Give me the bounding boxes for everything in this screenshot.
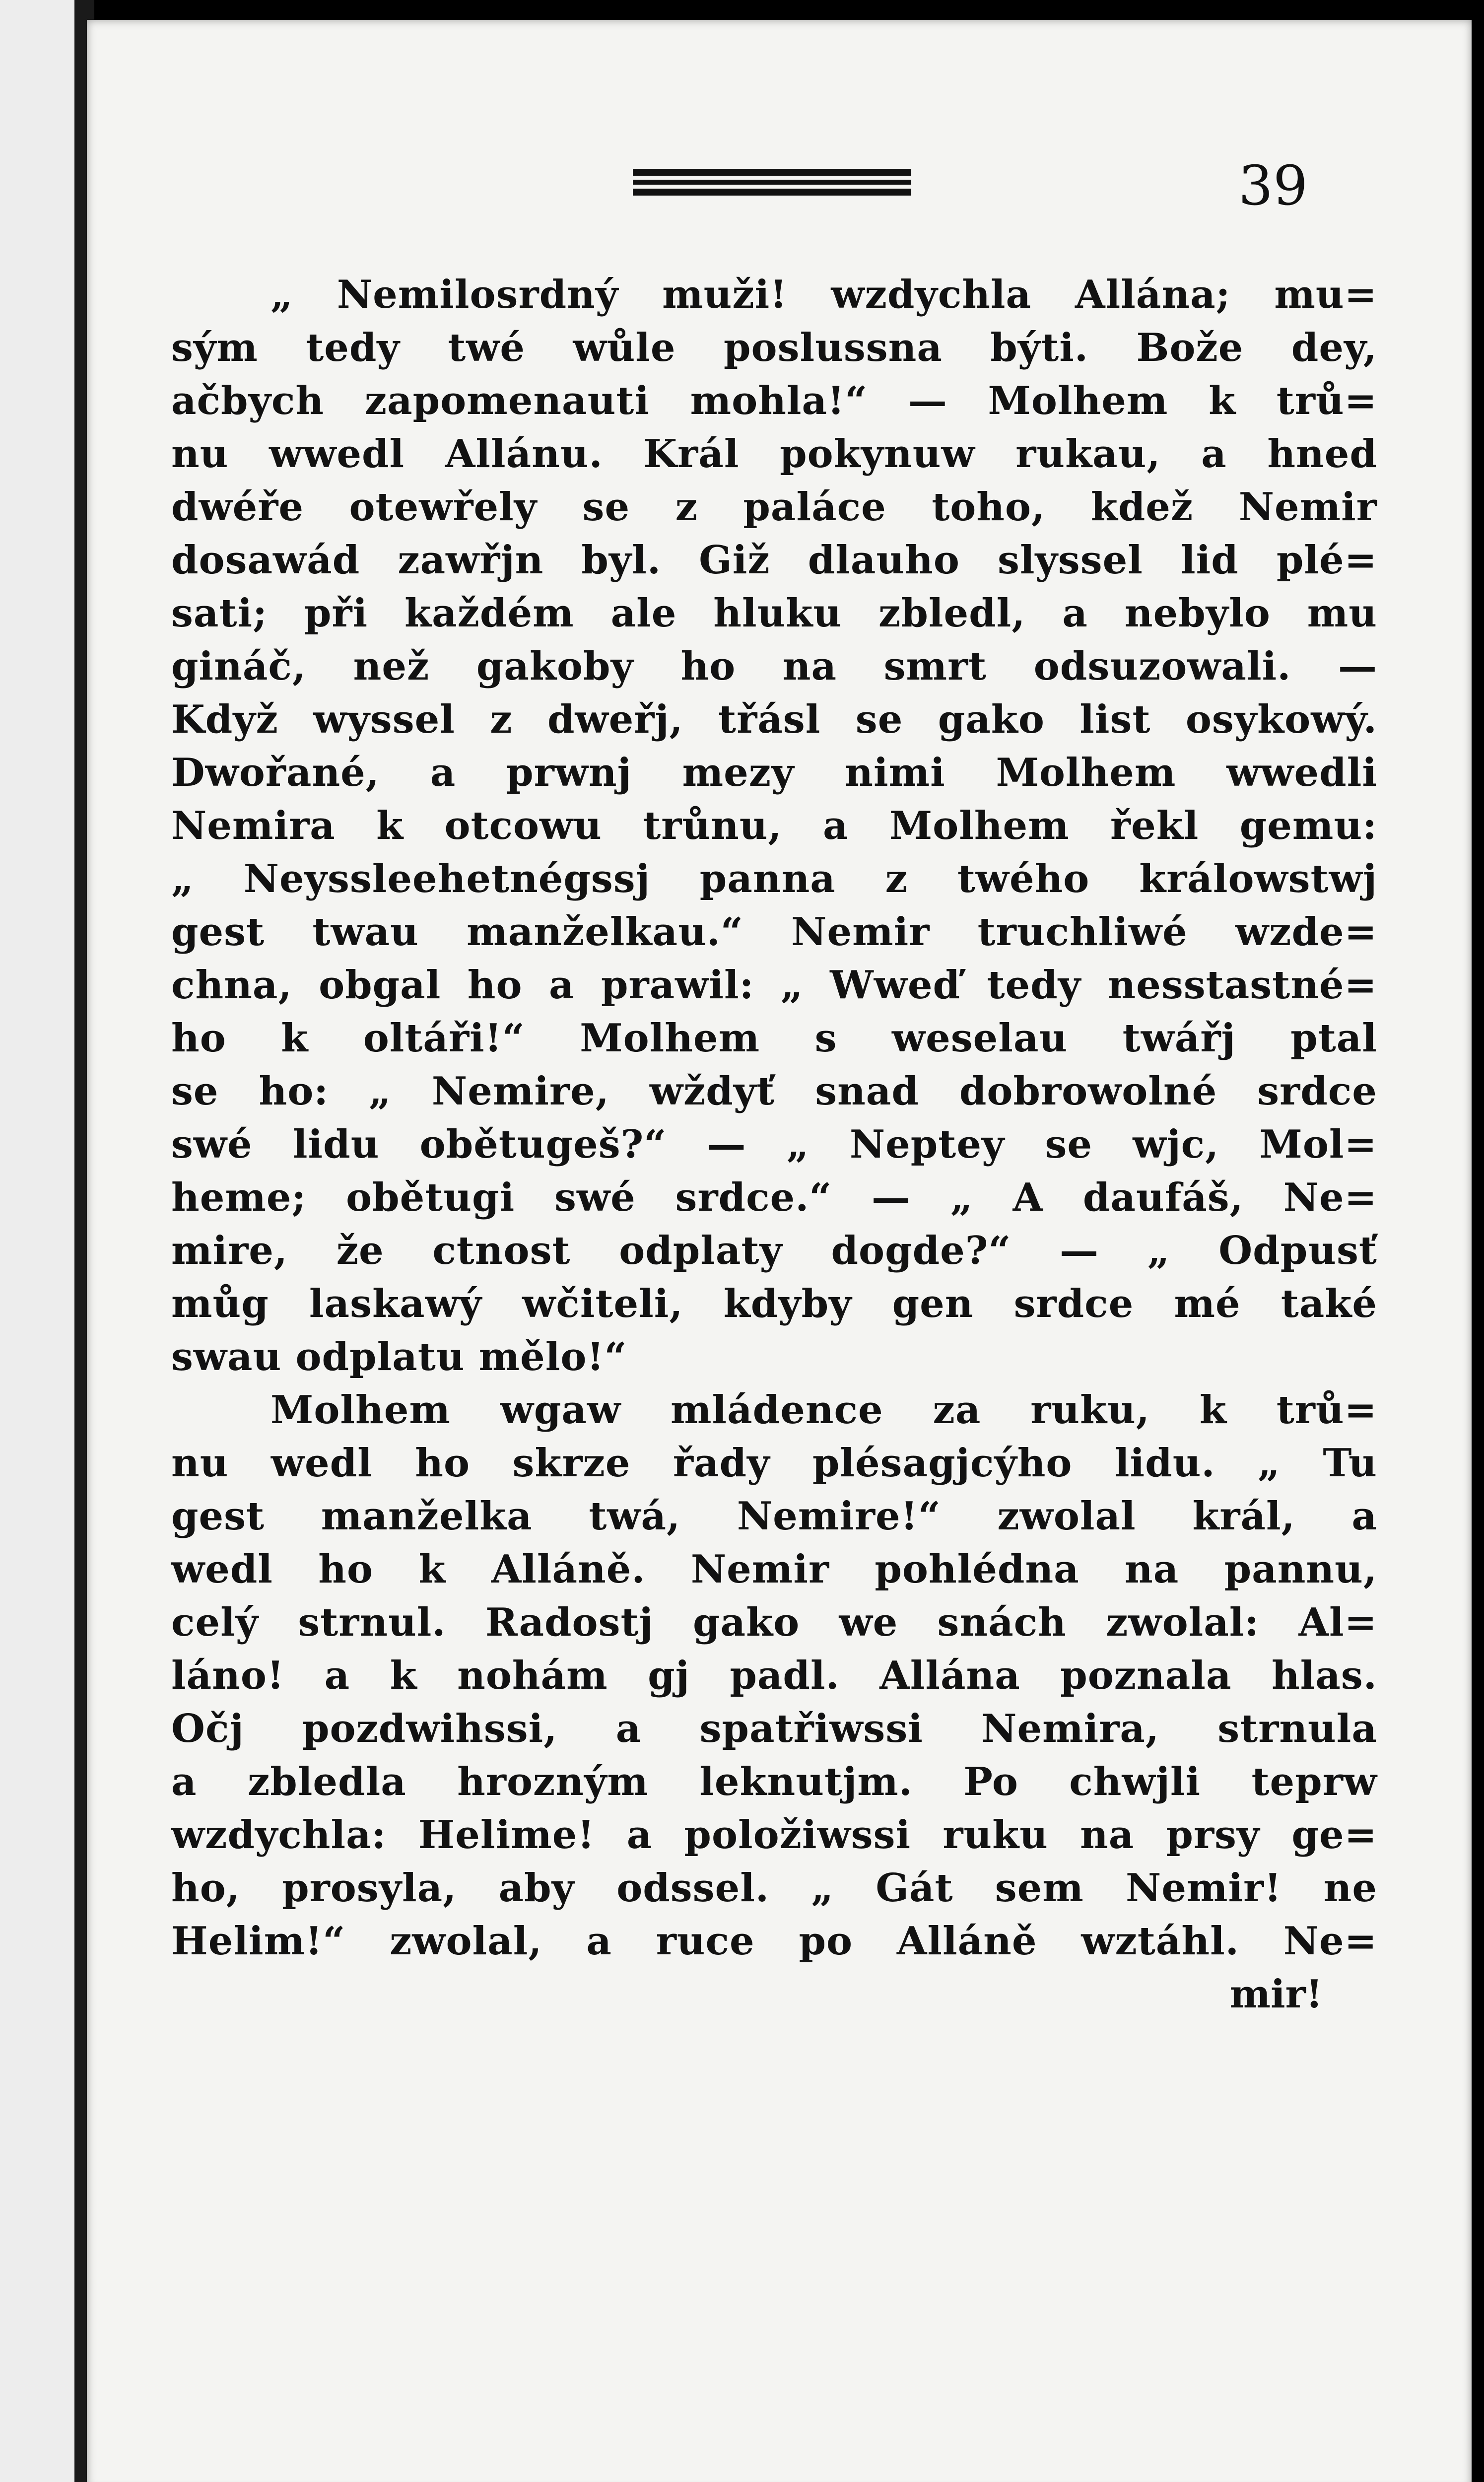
text-line: „ Neyssleehetnégssj panna z twého králowstwj bbox=[171, 856, 1377, 901]
text-line: láno! a k nohám gj padl. Allána poznala hlas. bbox=[171, 1653, 1377, 1698]
text-line: ho, prosyla, aby odssel. „ Gát sem Nemir! ne bbox=[171, 1865, 1377, 1911]
text-line: nu wedl ho skrze řady plésagjcýho lidu. „ Tu bbox=[171, 1440, 1377, 1486]
text-line: ho k oltáři!“ Molhem s weselau twářj ptal bbox=[171, 1015, 1377, 1061]
text-line: wedl ho k Alláně. Nemir pohlédna na pannu, bbox=[171, 1546, 1377, 1592]
text-line: Dwořané, a prwnj mezy nimi Molhem wwedli bbox=[171, 750, 1377, 795]
text-line: a zbledla hrozným leknutjm. Po chwjli teprw bbox=[171, 1759, 1377, 1804]
header-ornament bbox=[633, 169, 911, 199]
page-number: 39 bbox=[1238, 154, 1308, 217]
text-line: Helim!“ zwolal, a ruce po Alláně wztáhl. Ne= bbox=[171, 1918, 1377, 1964]
text-line: sati; při každém ale hluku zbledl, a nebylo mu bbox=[171, 590, 1377, 636]
text-line: se ho: „ Nemire, wždyť snad dobrowolné srdce bbox=[171, 1068, 1377, 1114]
text-line: gest manželka twá, Nemire!“ zwolal král, a bbox=[171, 1493, 1377, 1539]
book-page bbox=[87, 20, 1472, 2482]
text-line: celý strnul. Radostj gako we snách zwolal: Al= bbox=[171, 1599, 1377, 1645]
text-line: gest twau manželkau.“ Nemir truchliwé wzde= bbox=[171, 909, 1377, 955]
text-line: „ Nemilosrdný muži! wzdychla Allána; mu= bbox=[270, 272, 1377, 317]
text-line: heme; obětugi swé srdce.“ — „ A daufáš, Ne= bbox=[171, 1174, 1377, 1220]
text-line: můg laskawý wčiteli, kdyby gen srdce mé také bbox=[171, 1281, 1377, 1326]
text-line: Když wyssel z dweřj, třásl se gako list osykowý. bbox=[171, 696, 1377, 742]
text-line: dosawád zawřjn byl. Giž dlauho slyssel lid plé= bbox=[171, 537, 1377, 583]
text-line: Molhem wgaw mládence za ruku, k trů= bbox=[270, 1387, 1377, 1433]
body-text bbox=[171, 268, 1377, 2021]
text-line: chna, obgal ho a prawil: „ Wweď tedy nesstastné= bbox=[171, 962, 1377, 1008]
text-line: ačbych zapomenauti mohla!“ — Molhem k trů= bbox=[171, 378, 1377, 423]
text-line: nu wwedl Allánu. Král pokynuw rukau, a hned bbox=[171, 431, 1377, 477]
text-line: gináč, než gakoby ho na smrt odsuzowali. — bbox=[171, 643, 1377, 689]
text-line: dwéře otewřely se z paláce toho, kdež Nemir bbox=[171, 484, 1377, 530]
text-line: mire, že ctnost odplaty dogde?“ — „ Odpusť bbox=[171, 1228, 1377, 1273]
catchword: mir! bbox=[1229, 1971, 1323, 2017]
text-line: sým tedy twé wůle poslussna býti. Bože dey, bbox=[171, 325, 1377, 370]
text-line: Nemira k otcowu trůnu, a Molhem řekl gemu: bbox=[171, 803, 1377, 848]
text-line: wzdychla: Helime! a položiwssi ruku na prsy ge= bbox=[171, 1812, 1377, 1858]
text-line: Očj pozdwihssi, a spatřiwssi Nemira, strnula bbox=[171, 1706, 1377, 1751]
text-line: swé lidu obětugeš?“ — „ Neptey se wjc, Mol= bbox=[171, 1121, 1377, 1167]
adjacent-page-edge bbox=[0, 0, 79, 2482]
text-line: swau odplatu mělo!“ bbox=[171, 1334, 627, 1379]
